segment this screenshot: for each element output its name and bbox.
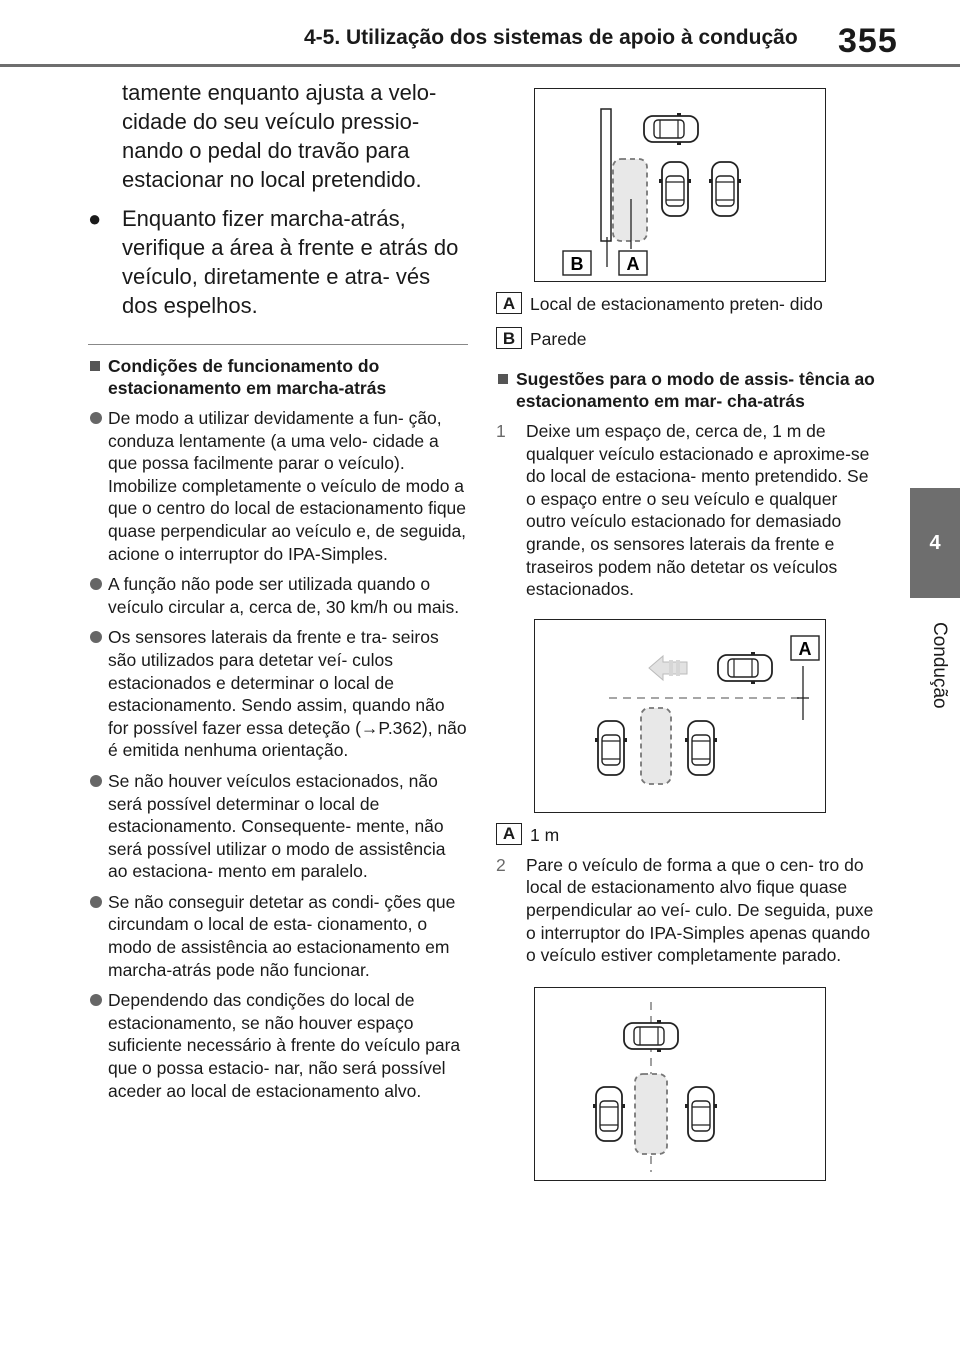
legend-tag: B — [496, 327, 522, 349]
legend-text: Parede — [530, 329, 587, 349]
chapter-label: Condução — [929, 621, 950, 709]
intro-paragraph — [88, 78, 468, 194]
legend-item — [496, 292, 876, 317]
figure-label-a: A — [798, 638, 812, 659]
target-spot-shape — [641, 708, 671, 784]
car-icon — [595, 721, 627, 775]
square-bullet-icon — [498, 374, 508, 384]
right-column — [496, 88, 876, 1181]
list-item — [88, 407, 468, 565]
figure-perpendicular-stop-drawing — [535, 988, 825, 1180]
figure-label-a: A — [626, 254, 640, 274]
list-item — [88, 770, 468, 883]
car-icon — [685, 1087, 717, 1141]
dot-bullet-icon — [90, 578, 102, 590]
car-icon — [659, 162, 691, 216]
target-spot-shape — [635, 1074, 667, 1154]
car-icon — [624, 1020, 678, 1052]
car-icon — [593, 1087, 625, 1141]
bullet-icon: ● — [88, 206, 102, 231]
step-text: Pare o veículo de forma a que o cen- tro do local de estacionamento alvo fique quase perpendicular ao veí- culo. De seguida, puxe o interruptor do IPA-Simples apenas quando o veículo estiver completamente parado. — [526, 854, 874, 966]
figure-label-b: B — [570, 254, 584, 274]
dot-bullet-icon — [90, 994, 102, 1006]
list-item — [88, 891, 468, 981]
car-icon — [709, 162, 741, 216]
square-bullet-icon — [90, 361, 100, 371]
list-item-text: Os sensores laterais da frente e tra- seiros são utilizados para detetar veí- culos estacionados e determinar o local de estacionamento. Sendo assim, quando não for possível fazer essa deteção (→P.362), não é emitida nenhuma orientação. — [108, 627, 467, 761]
list-item-text: Se não conseguir detetar as condi- ções que circundam o local de esta- cionamento, o modo de assistência ao estacionamento em marcha-atrás pode não funcionar. — [108, 891, 456, 980]
legend-item — [496, 823, 876, 848]
step-item — [496, 854, 876, 967]
car-icon — [644, 113, 698, 145]
step-text: Deixe um espaço de, cerca de, 1 m de qualquer veículo estacionado e aproxime-se do local de estaciona- mento pretendido. Se o espaço entre o seu veículo e qualquer outro veículo estacionado for demasiado grande, os sensores laterais da frente e traseiros podem não detetar os veículos estacionados. — [526, 421, 870, 600]
chapter-tab — [910, 488, 960, 598]
legend-text: Local de estacionamento preten- dido — [530, 294, 823, 314]
step-number: 1 — [496, 421, 506, 441]
section-heading-text: Sugestões para o modo de assis- tência ao estacionamento em mar- cha-atrás — [516, 369, 875, 411]
list-item — [88, 626, 468, 762]
step-item — [496, 420, 876, 601]
list-item-text: A função não pode ser utilizada quando o veículo circular a, cerca de, 30 km/h ou mais. — [108, 574, 460, 617]
car-icon — [685, 721, 717, 775]
wall-shape — [601, 109, 611, 241]
dot-bullet-icon — [90, 412, 102, 424]
target-spot-shape — [613, 159, 647, 241]
dot-bullet-icon — [90, 631, 102, 643]
left-column — [88, 78, 468, 1110]
legend-text: 1 m — [530, 824, 560, 845]
dot-bullet-icon — [90, 896, 102, 908]
legend-item — [496, 327, 876, 352]
list-item-text: Se não houver veículos estacionados, não será possível determinar o local de estacionamento. Consequente- mente, não será possível utilizar o modo de assistência ao estaciona- mento em paralelo. — [108, 770, 446, 882]
figure-parking-spot — [534, 88, 826, 282]
bullet-text: Enquanto fizer marcha-atrás, verifique a área à frente e atrás do veículo, diretamente e atra- vés dos espelhos. — [122, 206, 459, 318]
list-item — [88, 989, 468, 1102]
section-heading-text: Condições de funcionamento do estacionamento em marcha-atrás — [108, 356, 387, 398]
step-number: 2 — [496, 854, 506, 875]
list-item — [88, 573, 468, 618]
car-icon — [718, 652, 772, 684]
intro-line: estacionar no local pretendido. — [122, 167, 422, 192]
chapter-number: 4 — [929, 531, 941, 554]
bullet-item — [88, 204, 468, 320]
legend-tag: A — [496, 823, 522, 845]
section-header-title: 4-5. Utilização dos sistemas de apoio à condução — [304, 26, 798, 49]
section-divider — [88, 344, 468, 345]
figure-approach-drawing — [535, 620, 825, 812]
dot-bullet-icon — [90, 775, 102, 787]
intro-line: cidade do seu veículo pressio- — [122, 109, 420, 134]
figure-perpendicular-stop — [534, 987, 826, 1181]
intro-line: tamente enquanto ajusta a velo- — [122, 80, 437, 105]
list-item-text: De modo a utilizar devidamente a fun- ção, conduza lentamente (a uma velo- cidade a que possa facilmente parar o veículo). Imobilize completamente o veículo de modo a que o centro do local de estacionamento fique quase perpendicular ao veículo e, de seguida, acione o interruptor do IPA-Simples. — [108, 408, 467, 564]
legend-tag: A — [496, 292, 522, 314]
section-heading — [496, 368, 876, 412]
section-heading — [88, 355, 468, 399]
page-number: 355 — [838, 22, 898, 60]
intro-line: nando o pedal do travão para — [122, 138, 410, 163]
list-item-text: Dependendo das condições do local de estacionamento, se não houver espaço suficiente necessário à frente do veículo para que o possa estacio- nar, não será possível aceder ao local de estacionamento alvo. — [108, 990, 461, 1101]
header-divider — [0, 64, 960, 67]
figure-parking-spot-drawing — [535, 89, 825, 281]
figure-approach — [534, 619, 826, 813]
